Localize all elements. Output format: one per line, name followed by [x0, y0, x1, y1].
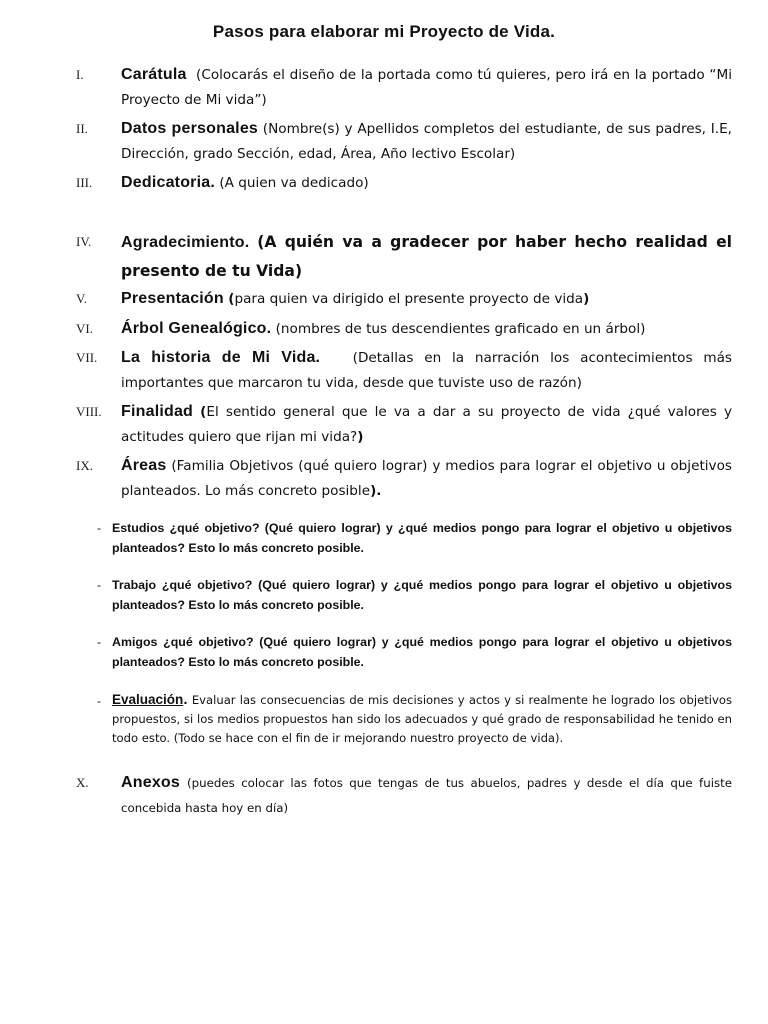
- item-close-paren: ): [357, 429, 364, 445]
- item-heading: Finalidad: [121, 403, 194, 420]
- item-text: (A quién va a gradecer por haber hecho realidad el presento de tu Vida): [121, 233, 732, 280]
- item-body: [121, 62, 732, 113]
- sub-item-description: ¿qué objetivo? (Qué quiero lograr) y ¿qué medios pongo para lograr el objetivo u objetivos planteados? Esto lo más concreto posible.: [112, 578, 732, 612]
- sub-item-text: [112, 518, 732, 558]
- item-number: X.: [76, 775, 89, 790]
- item-number: IV.: [76, 234, 92, 249]
- sub-item-label: Trabajo: [112, 578, 157, 592]
- item-heading: La historia de Mi Vida.: [121, 349, 321, 366]
- item-body: [121, 399, 732, 450]
- sub-item-description: ¿qué objetivo? (Qué quiero lograr) y ¿qué medios pongo para lograr el objetivo u objetivos planteados? Esto lo más concreto posible.: [112, 521, 732, 555]
- dash-bullet: -: [97, 521, 102, 535]
- item-open-paren: (: [200, 404, 207, 420]
- item-heading: Presentación: [121, 290, 224, 307]
- item-heading: Áreas: [121, 457, 167, 474]
- item-heading: Árbol Genealógico.: [121, 320, 272, 337]
- sub-item-text: [112, 575, 732, 615]
- item-body: [121, 316, 732, 342]
- item-body: [121, 770, 732, 821]
- item-number: I.: [76, 67, 84, 82]
- item-heading: Agradecimiento.: [121, 234, 250, 251]
- item-text: (Colocarás el diseño de la portada como tú quieres, pero irá en la portado “Mi Proyecto de Mi vida”): [121, 67, 732, 108]
- sub-item-evaluacion: [97, 690, 732, 748]
- item-text: (nombres de tus descendientes graficado en un árbol): [275, 321, 646, 337]
- dash-bullet: -: [97, 695, 101, 708]
- item-heading: Carátula: [121, 66, 187, 83]
- item-body: [121, 170, 732, 196]
- item-number: II.: [76, 121, 88, 136]
- item-text: (Nombre(s) y Apellidos completos del estudiante, de sus padres, I.E, Dirección, grado Sección, edad, Área, Año lectivo Escolar): [121, 121, 732, 162]
- item-heading: Datos personales: [121, 120, 259, 137]
- item-close-paren: ): [583, 291, 590, 307]
- item-text: para quien va dirigido el presente proyecto de vida: [234, 291, 584, 307]
- item-text: El sentido general que le va a dar a su proyecto de vida ¿qué valores y actitudes quiero que rijan mi vida?: [121, 404, 732, 445]
- item-number: VI.: [76, 321, 93, 336]
- sub-item-text: [112, 632, 732, 672]
- sub-item-description: ¿qué objetivo? (Qué quiero lograr) y ¿qué medios pongo para lograr el objetivo u objetivos planteados? Esto lo más concreto posible.: [112, 635, 732, 669]
- item-number: V.: [76, 291, 87, 306]
- sub-item-label: Amigos: [112, 635, 158, 649]
- dash-bullet: -: [97, 635, 102, 649]
- item-heading: Anexos: [121, 774, 180, 791]
- item-body: [121, 228, 732, 285]
- item-body: [121, 116, 732, 167]
- page-title: Pasos para elaborar mi Proyecto de Vida.: [212, 22, 556, 41]
- item-body: [121, 453, 732, 504]
- sub-item-amigos: [97, 632, 732, 672]
- sub-item-trabajo: [97, 575, 732, 615]
- item-close-paren: ).: [370, 483, 382, 499]
- item-heading: Dedicatoria.: [121, 174, 215, 191]
- item-text: (Detallas en la narración los acontecimientos más importantes que marcaron tu vida, desde que tuviste uso de razón): [121, 350, 732, 391]
- item-text: (puedes colocar las fotos que tengas de tus abuelos, padres y desde el día que fuiste concebida hasta hoy en día): [121, 776, 732, 815]
- sub-item-text: [112, 690, 732, 748]
- item-number: VIII.: [76, 404, 102, 419]
- label-period: .: [183, 693, 188, 707]
- sub-item-label: Estudios: [112, 521, 165, 535]
- dash-bullet: -: [97, 578, 102, 592]
- sub-item-description: Evaluar las consecuencias de mis decisiones y actos y si realmente he logrado los objetivos propuestos, si los medios propuestos han sido los adecuados y qué grado de responsabilidad he tenido en todo esto. (Todo se hace con el fin de ir mejorando nuestro proyecto de vida).: [112, 693, 732, 745]
- item-number: III.: [76, 175, 93, 190]
- item-number: IX.: [76, 458, 93, 473]
- sub-item-label: Evaluación: [112, 692, 184, 707]
- sub-item-estudios: [97, 518, 732, 558]
- item-number: VII.: [76, 350, 98, 365]
- item-text: (A quien va dedicado): [219, 175, 369, 191]
- item-body: [121, 345, 732, 396]
- item-body: [121, 286, 732, 312]
- item-text: (Familia Objetivos (qué quiero lograr) y medios para lograr el objetivo u objetivos planteados. Lo más concreto posible: [121, 458, 732, 499]
- item-open-paren: (: [228, 291, 235, 307]
